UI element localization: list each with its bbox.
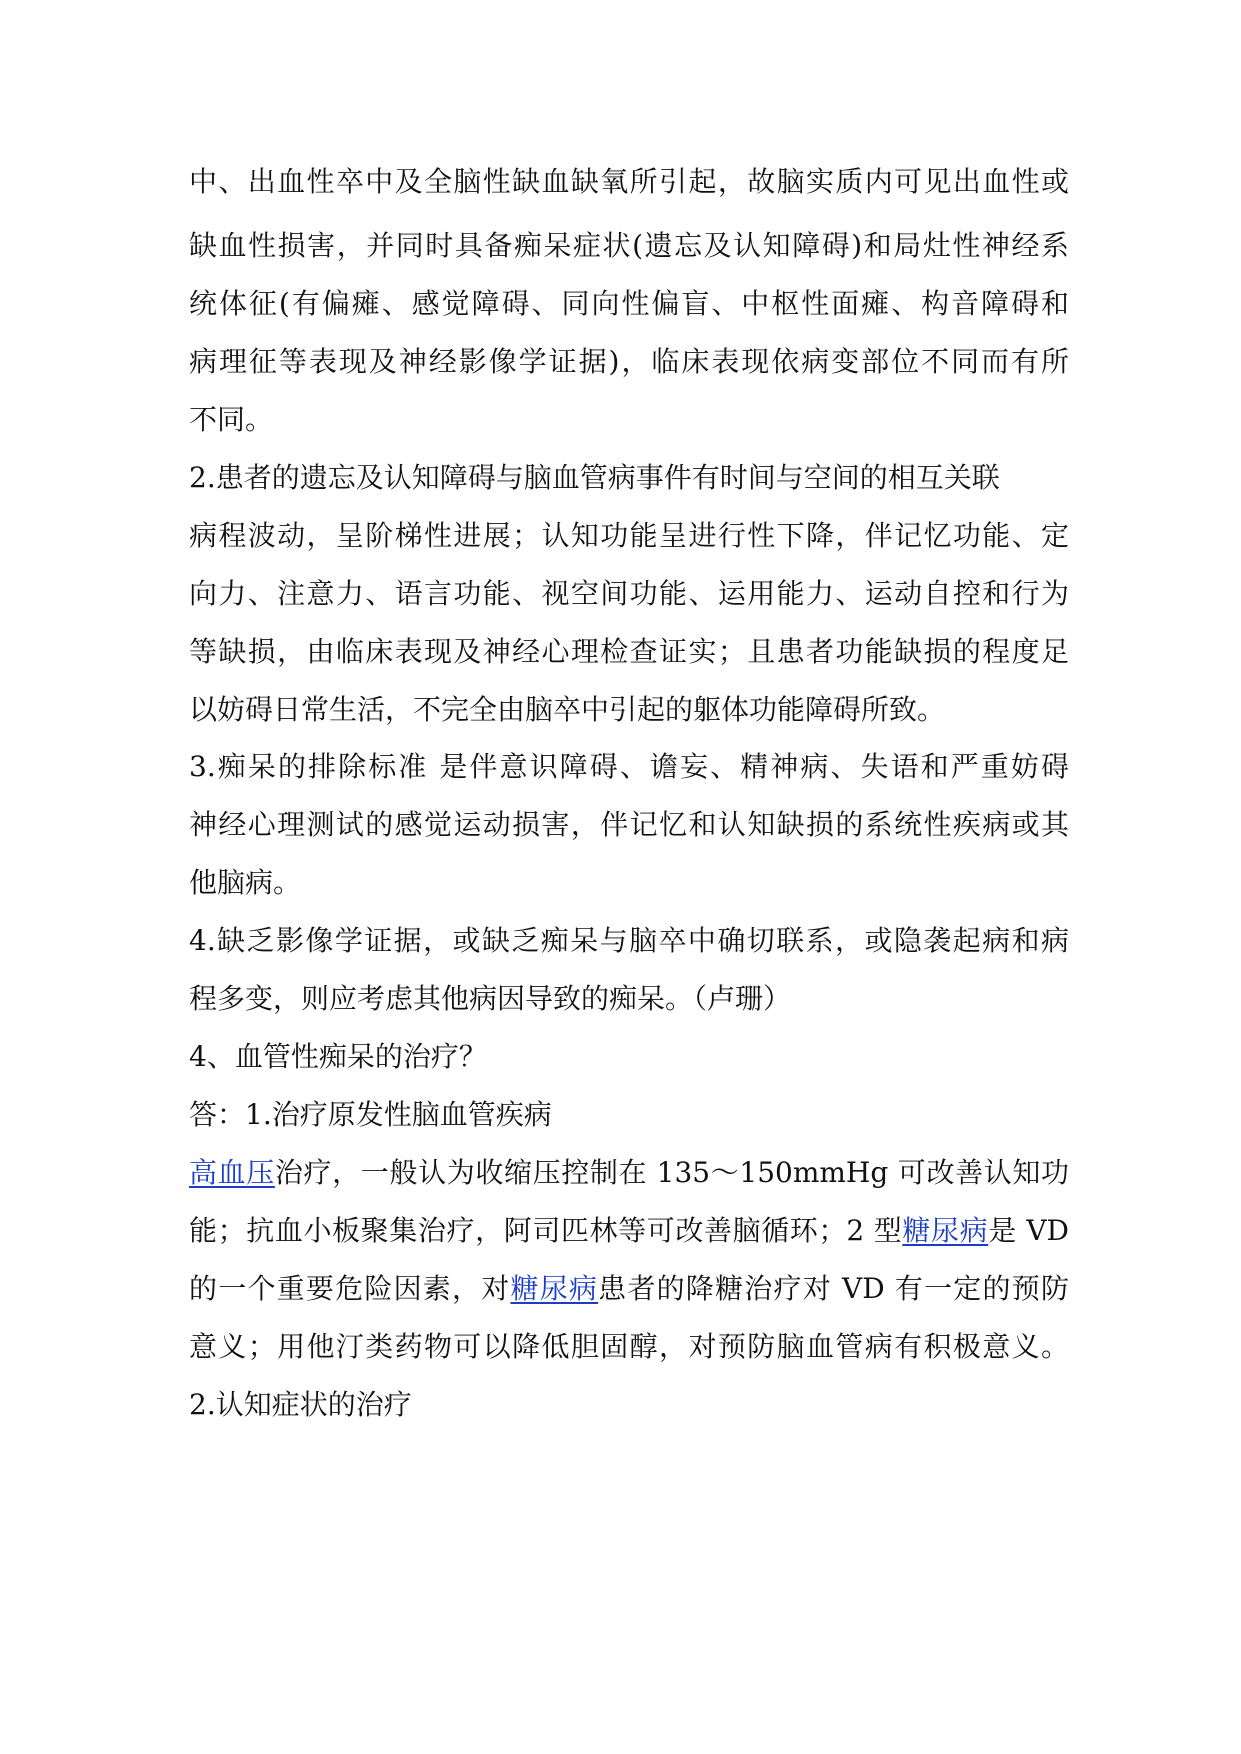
text-line: 病程波动，呈阶梯性进展；认知功能呈进行性下降，伴记忆功能、定 [189, 519, 1069, 552]
text-line: 以妨碍日常生活，不完全由脑卒中引起的躯体功能障碍所致。 [189, 693, 946, 726]
text-line: 程多变，则应考虑其他病因导致的痴呆。（卢珊） [189, 982, 792, 1015]
text-line: 等缺损，由临床表现及神经心理检查证实；且患者功能缺损的程度足 [189, 635, 1069, 668]
text-line: 向力、注意力、语言功能、视空间功能、运用能力、运动自控和行为 [189, 577, 1069, 610]
text-line: 缺血性损害，并同时具备痴呆症状(遗忘及认知障碍)和局灶性神经系 [189, 229, 1069, 262]
text-line: 统体征(有偏瘫、感觉障碍、同向性偏盲、中枢性面瘫、构音障碍和 [189, 287, 1069, 320]
text-line [189, 1265, 1069, 1313]
text-line: 意义；用他汀类药物可以降低胆固醇，对预防脑血管病有积极意义。 [189, 1330, 1069, 1363]
text-line [189, 1149, 1069, 1197]
diabetes-link[interactable]: 糖尿病 [510, 1272, 599, 1305]
text-line [189, 1207, 1069, 1255]
text-line: 不同。 [189, 403, 274, 436]
text-line: 3.痴呆的排除标准 是伴意识障碍、谵妄、精神病、失语和严重妨碍 [189, 750, 1069, 783]
text-span: 患者的降糖治疗对 VD 有一定的预防 [598, 1272, 1069, 1305]
question-heading: 4、血管性痴呆的治疗？ [189, 1040, 487, 1073]
text-line: 他脑病。 [189, 866, 302, 899]
text-span: 是 VD [988, 1214, 1069, 1247]
section-heading: 2.认知症状的治疗 [189, 1388, 412, 1421]
text-span: 治疗，一般认为收缩压控制在 135～150mmHg 可改善认知功 [274, 1156, 1069, 1189]
text-line: 4.缺乏影像学证据，或缺乏痴呆与脑卒中确切联系，或隐袭起病和病 [189, 924, 1069, 957]
answer-intro: 答：1.治疗原发性脑血管疾病 [189, 1098, 552, 1131]
text-span: 能；抗血小板聚集治疗，阿司匹林等可改善脑循环；2 型 [189, 1214, 903, 1247]
text-line: 神经心理测试的感觉运动损害，伴记忆和认知缺损的系统性疾病或其 [189, 808, 1069, 841]
diabetes-link[interactable]: 糖尿病 [902, 1214, 989, 1247]
text-line: 2.患者的遗忘及认知障碍与脑血管病事件有时间与空间的相互关联 [189, 461, 1000, 494]
text-line: 病理征等表现及神经影像学证据)，临床表现依病变部位不同而有所 [189, 345, 1069, 378]
hypertension-link[interactable]: 高血压 [189, 1156, 275, 1189]
text-span: 的一个重要危险因素，对 [189, 1272, 511, 1305]
text-line: 中、出血性卒中及全脑性缺血缺氧所引起，故脑实质内可见出血性或 [189, 165, 1069, 198]
